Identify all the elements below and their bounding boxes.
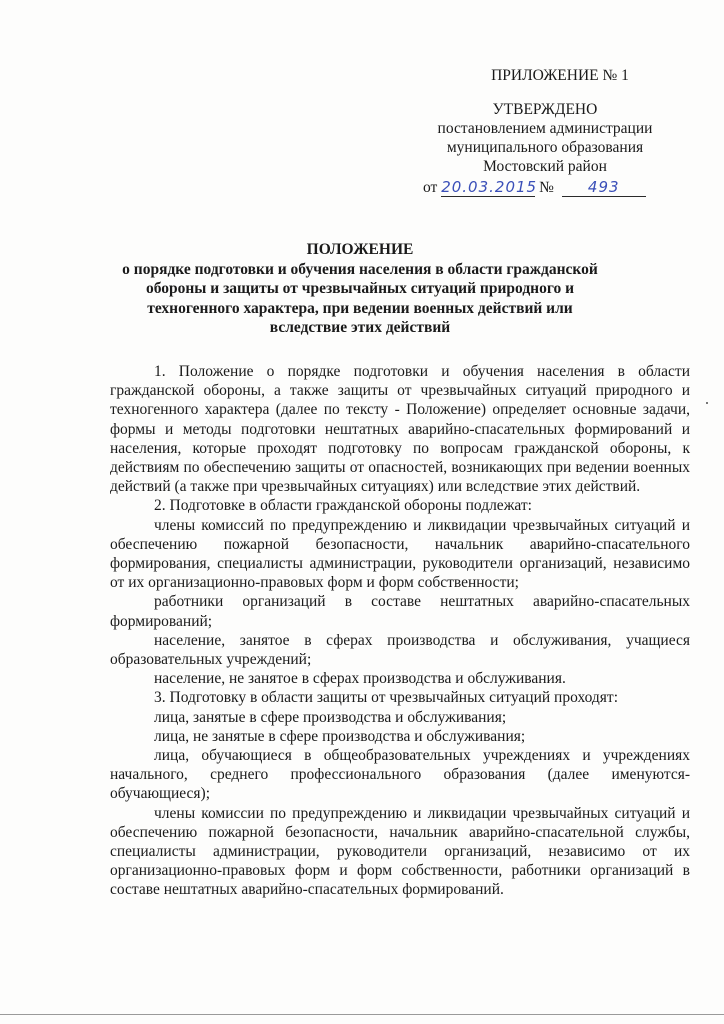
handwritten-number: 493 (562, 178, 646, 197)
approval-line-2: муниципального образования (446, 139, 644, 156)
paragraph: члены комиссий по предупреждению и ликвидации чрезвычайных ситуаций и обеспечению пожарной безопасности, начальник аварийно-спасательного формирования, специалисты администрации, руководители организаций, независимо от их организационно-правовых форм и форм собственности; (110, 516, 690, 592)
paragraph: 2. Подготовке в области гражданской обороны подлежат: (154, 497, 532, 515)
paragraph: население, не занятое в сферах производства и обслуживания. (154, 670, 566, 688)
paragraph: члены комиссии по предупреждению и ликвидации чрезвычайных ситуаций и обеспечению пожарной безопасности, начальник аварийно-спасательной службы, специалисты администрации, руководители организаций, независимо от их организационно-правовых форм и форм собственности, работники организаций в составе нештатных аварийно-спасательных формирований. (110, 804, 690, 899)
paragraph: 3. Подготовку в области защиты от чрезвычайных ситуаций проходят: (154, 689, 619, 707)
approval-block (395, 66, 695, 197)
paragraph: работники организаций в составе нештатных аварийно-спасательных формирований; (110, 593, 690, 630)
title-subtitle: о порядке подготовки и обучения населения в области гражданской обороны и защиты от чрезвычайных ситуаций природного и техногенного характера, при ведении военных действий или вследствие этих действий (122, 260, 598, 336)
paragraph: население, занятое в сферах производства и обслуживания, учащиеся образовательных учреждений; (110, 631, 690, 669)
scan-speck (706, 402, 708, 404)
approval-line-1: постановлением администрации (437, 120, 653, 137)
number-label: № (539, 179, 554, 196)
annex-label: ПРИЛОЖЕНИЕ № 1 (491, 67, 629, 84)
from-label: от (423, 179, 438, 196)
title-heading: ПОЛОЖЕНИЕ (306, 241, 414, 258)
document-body (110, 362, 690, 900)
decree-reference (395, 178, 695, 197)
paragraph: лица, занятые в сфере производства и обслуживания; (154, 708, 507, 726)
paragraph: 1. Положение о порядке подготовки и обучения населения в области гражданской обороны, а также защиты от чрезвычайных ситуаций природного и техногенного характера (далее по тексту - Положение) определяет основные задачи, формы и методы подготовки нештатных аварийно-спасательных формирований и населения, которые проходят подготовку по вопросам гражданской обороны, к действиям по обеспечению защиты от опасностей, возникающих при ведении военных действий (а также при чрезвычайных ситуациях) или вследствие этих действий. (110, 363, 690, 496)
approved-label: УТВЕРЖДЕНО (492, 101, 598, 118)
paragraph: лица, обучающиеся в общеобразовательных учреждениях и учреждениях начального, среднего профессионального образования (далее именуются-обучающиеся); (110, 747, 690, 803)
approval-line-3: Мостовский район (483, 158, 607, 175)
scan-edge-line (0, 1014, 724, 1015)
handwritten-date: 20.03.2015 (441, 178, 538, 196)
paragraph: лица, не занятые в сфере производства и обслуживания; (154, 727, 526, 745)
document-title (110, 240, 610, 338)
